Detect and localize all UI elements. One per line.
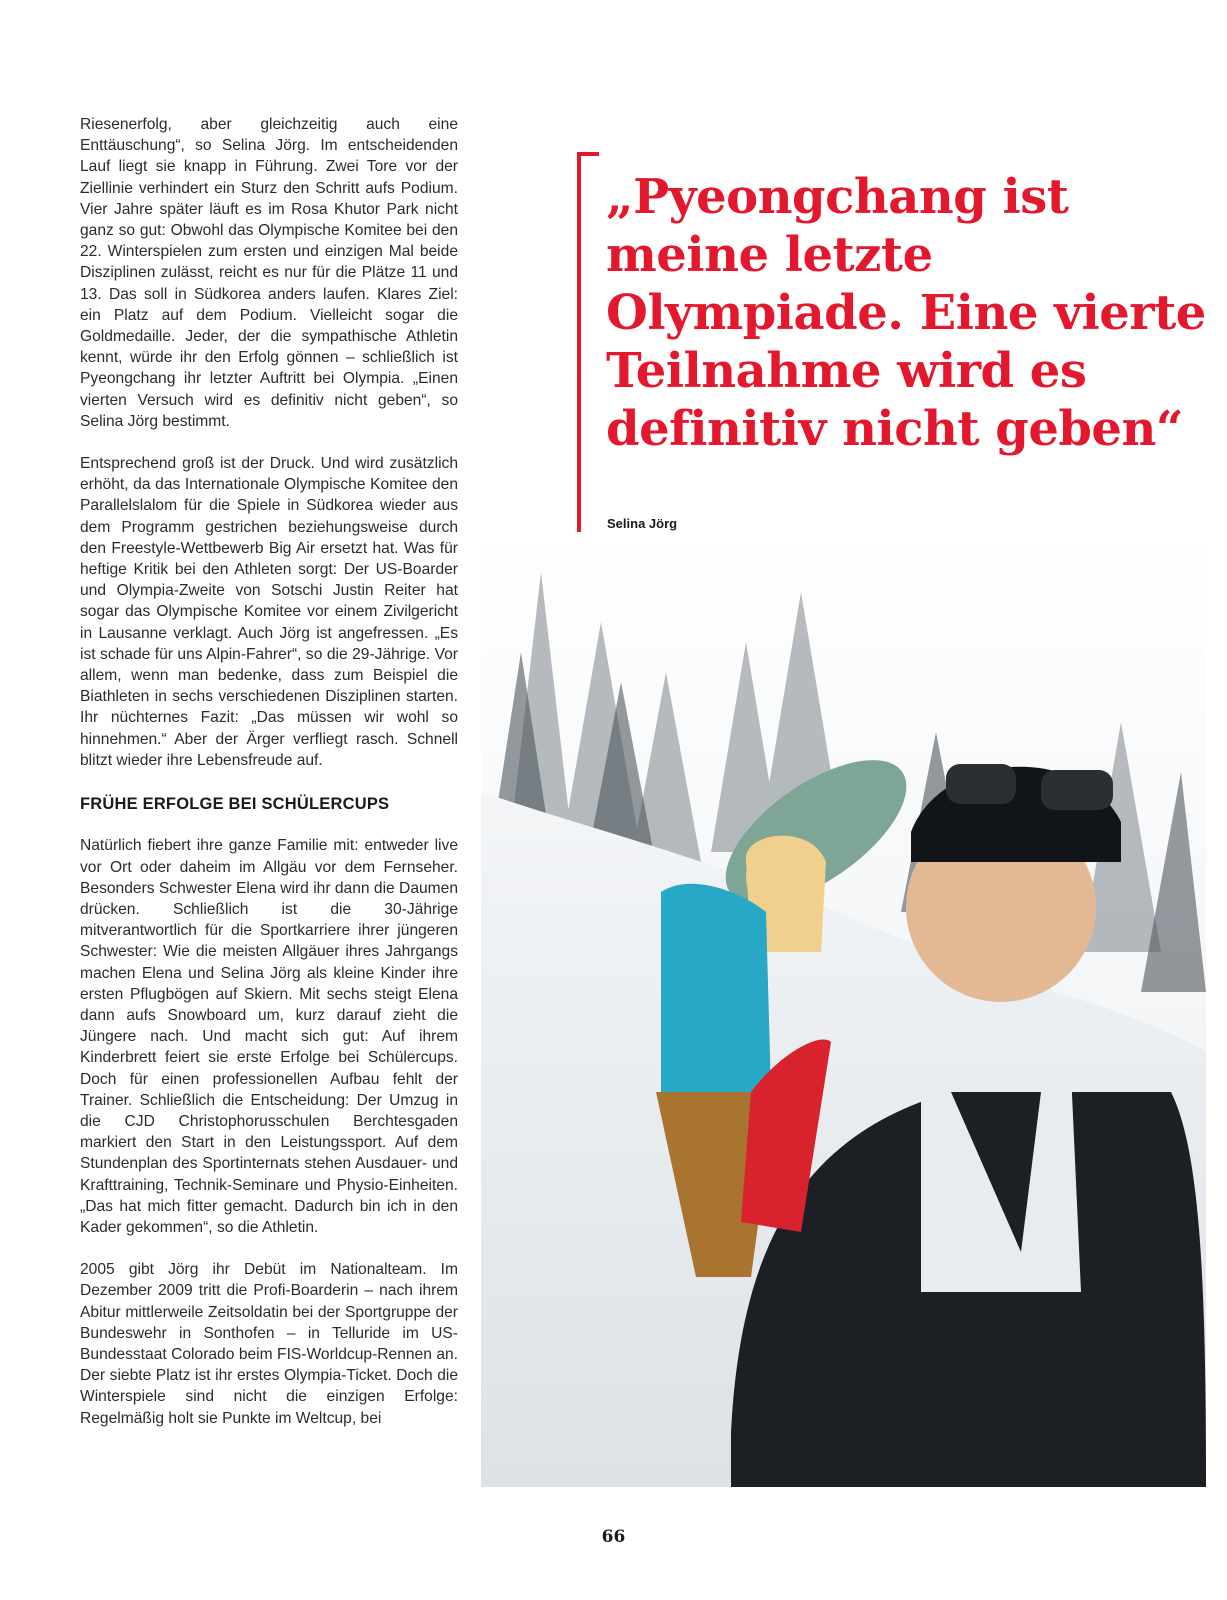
pullquote-text: „Pyeongchang ist meine letzte Olympiade. Eine vierte Teilnahme wird es definitiv nicht geben“ [606, 169, 1206, 457]
article-paragraph: Riesenerfolg, aber gleichzeitig auch eine Enttäuschung“, so Selina Jörg. Im entscheidenden Lauf liegt sie knapp in Führung. Zwei Tore vor der Ziellinie verhindert ein Sturz den Schritt aufs Podium. Vier Jahre später läuft es im Rosa Khutor Park nicht ganz so gut: Obwohl das Olympische Komitee bei den 22. Winterspielen zum ersten und einzigen Mal beide Disziplinen zulässt, reicht es nur für die Plätze 11 und 13. Das soll in Südkorea anders laufen. Klares Ziel: ein Platz auf dem Podium. Vielleicht sogar die Goldmedaille. Jeder, der die sympathische Athletin kennt, würde ihr den Erfolg gönnen – schließlich ist Pyeongchang ihr letzter Auftritt bei Olympia. „Einen vierten Versuch wird es definitiv nicht geben“, so Selina Jörg bestimmt. [80, 116, 458, 430]
pullquote-bracket [577, 152, 599, 560]
article-paragraph: Entsprechend groß ist der Druck. Und wird zusätzlich erhöht, da das Internationale Olympische Komitee den Parallelslalom für die Spiele in Südkorea wieder aus dem Programm gestrichen beziehungsweise durch den Freestyle-Wettbewerb Big Air ersetzt hat. Was für heftige Kritik bei den Athleten sorgt: Der US-Boarder und Olympia-Zweite von Sotschi Justin Reiter hat sogar das Olympische Komitee vor einem Zivilgericht in Lausanne verklagt. Auch Jörg ist angefressen. „Es ist schade für uns Alpin-Fahrer“, so die 29-Jährige. Vor allem, wenn man bedenke, dass zum Beispiel die Biathleten in sechs verschiedenen Disziplinen starten. Ihr nüchternes Fazit: „Das müssen wir wohl so hinnehmen.“ Aber der Ärger verfliegt rasch. Schnell blitzt wieder ihre Lebensfreude auf. [80, 455, 458, 769]
snowboard-photo [481, 532, 1206, 1487]
article-paragraph: Natürlich fiebert ihre ganze Familie mit: entweder live vor Ort oder daheim im Allgäu vor dem Fernseher. Besonders Schwester Elena wird ihr dann die Daumen drücken. Schließlich ist die 30-Jährige mitverantwortlich für die Sportkarriere ihrer jüngeren Schwester: Wie die meisten Allgäuer ihres Jahrgangs machen Elena und Selina Jörg als kleine Kinder ihre ersten Pflugbögen auf Skiern. Mit sechs steigt Elena dann aufs Snowboard um, kurz darauf zieht die Jüngere nach. Und macht sich gut: Auf ihrem Kinderbrett feiert sie erste Erfolge bei Schülercups. Doch für einen professionellen Aufbau fehlt der Trainer. Schließlich die Entscheidung: Der Umzug in die CJD Christophorusschulen Berchtesgaden markiert den Start in den Leistungssport. Auf dem Stundenplan des Sportinternats stehen Ausdauer- und Krafttraining, Technik-Seminare und Physio-Einheiten. „Das hat mich fitter gemacht. Dadurch bin ich in den Kader gekommen“, so die Athletin. [80, 837, 458, 1236]
page-number: 66 [601, 1527, 626, 1547]
article-column [80, 114, 458, 1450]
section-heading: FRÜHE ERFOLGE BEI SCHÜLERCUPS [80, 795, 390, 814]
pullquote-author: Selina Jörg [607, 516, 678, 531]
article-paragraph: 2005 gibt Jörg ihr Debüt im Nationalteam. Im Dezember 2009 tritt die Profi-Boarderin – nach ihrem Abitur mittlerweile Zeitsoldatin bei der Sportgruppe der Bundeswehr in Sonthofen – in Telluride im US-Bundesstaat Colorado beim FIS-Worldcup-Rennen an. Der siebte Platz ist ihr erstes Olympia-Ticket. Doch die Winterspiele sind nicht die einzigen Erfolge: Regelmäßig holt sie Punkte im Weltcup, bei [80, 1261, 458, 1427]
